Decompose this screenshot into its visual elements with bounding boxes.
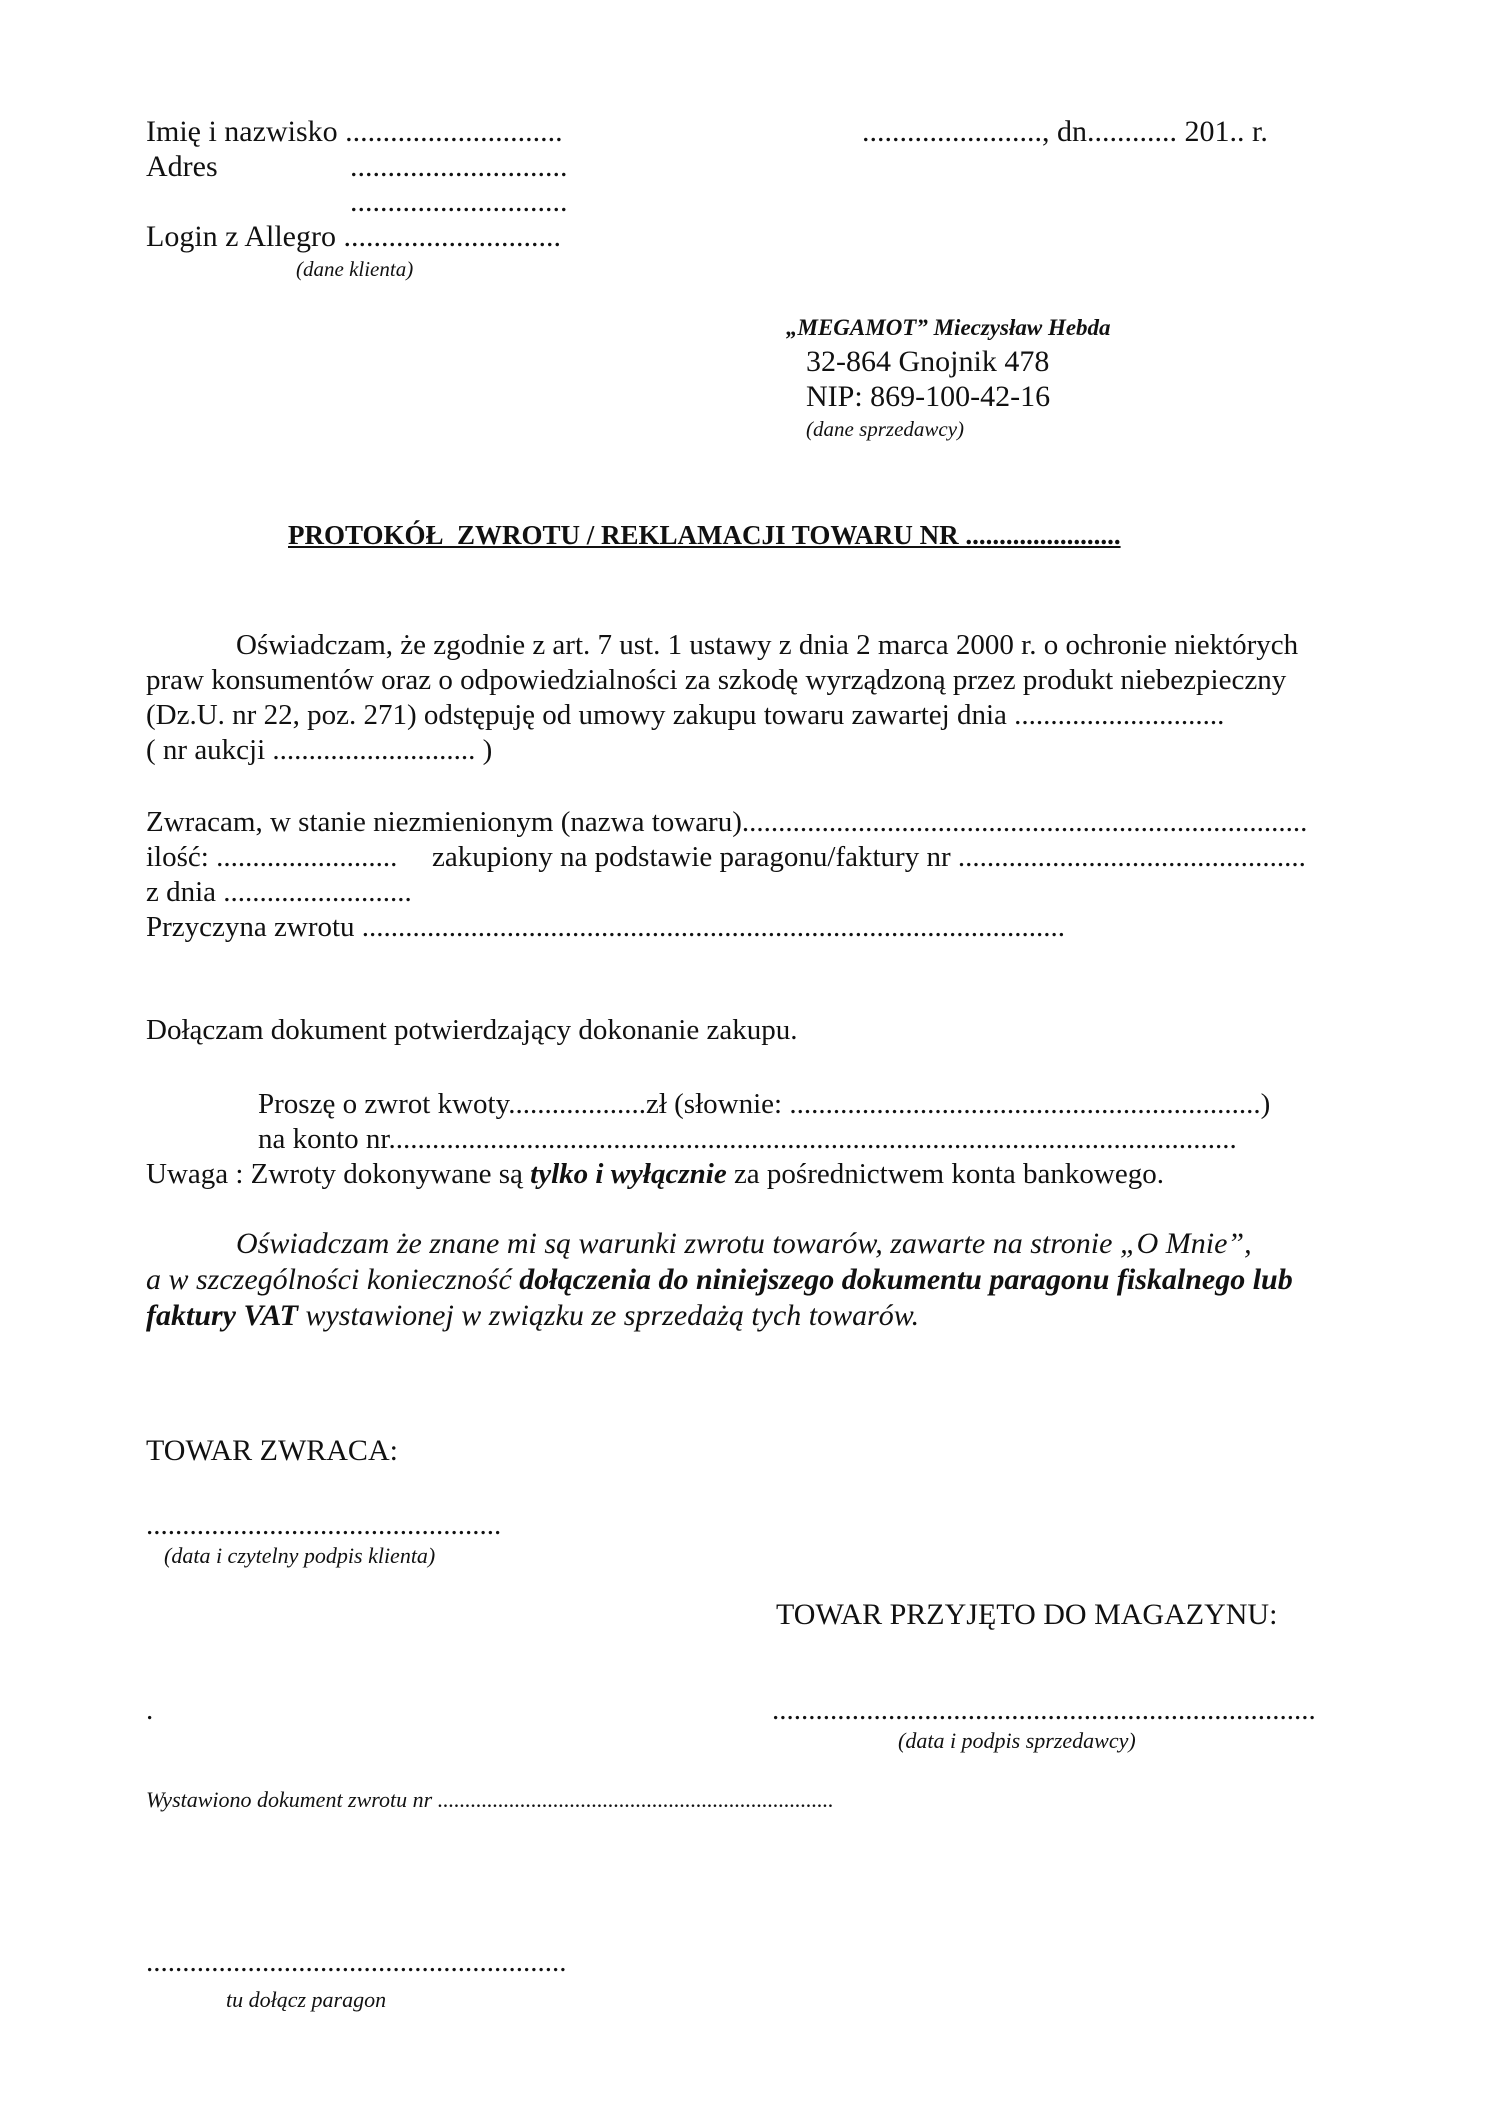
refund-note [146,1157,1164,1192]
warehouse-left-dot: . [146,1694,154,1726]
client-name-line: Imię i nazwisko ............................. [146,115,563,148]
client-login-line: Login z Allegro ............................. [146,220,561,253]
returned-item-line: Zwracam, w stanie niezmienionym (nazwa towaru).............................................................................. [146,806,1308,838]
seller-signature-caption: (data i podpis sprzedawcy) [898,1728,1136,1753]
attach-statement: Dołączam dokument potwierdzający dokonanie zakupu. [146,1014,798,1046]
declaration-line-1: Oświadczam, że zgodnie z art. 7 ust. 1 ustawy z dnia 2 marca 2000 r. o ochronie niektórych [236,629,1299,661]
seller-data-caption: (dane sprzedawcy) [806,417,965,441]
refund-note-emphasis: tylko i wyłącznie [530,1158,727,1190]
refund-amount-line: Proszę o zwrot kwoty...................zł (słownie: .................................................................) [258,1088,1271,1120]
declaration-line-2: praw konsumentów oraz o odpowiedzialności za szkodę wyrządzoną przez produkt niebezpieczny [146,664,1287,696]
seller-signature-dots: ........................................................................... [772,1694,1316,1726]
client-return-label: TOWAR ZWRACA: [146,1434,398,1467]
quantity-line: ilość: ......................... [146,841,398,873]
seller-name: „MEGAMOT” Mieczysław Hebda [786,315,1111,340]
return-reason-line: Przyczyna zwrotu ................................................................................................. [146,911,1066,943]
declaration-line-4: ( nr aukcji ............................ ) [146,734,493,766]
terms-statement-part-4: wystawionej w związku ze sprzedażą tych towarów. [297,1299,920,1332]
client-address-label: Adres [146,150,218,183]
client-signature-caption: (data i czytelny podpis klienta) [164,1543,436,1568]
receipt-attach-dots: .......................................................... [146,1946,567,1978]
seller-nip: NIP: 869-100-42-16 [806,380,1051,413]
declaration-line-3: (Dz.U. nr 22, poz. 271) odstępuję od umowy zakupu towaru zawartej dnia ............................. [146,699,1225,731]
refund-note-suffix: za pośrednictwem konta bankowego. [726,1158,1164,1190]
warehouse-label: TOWAR PRZYJĘTO DO MAGAZYNU: [776,1598,1278,1631]
seller-address: 32-864 Gnojnik 478 [806,345,1050,378]
receipt-attach-caption: tu dołącz paragon [226,1987,387,2012]
terms-statement-bold: dołączenia do niniejszego dokumentu paragonu fiskalnego lub faktury VAT [146,1263,1293,1332]
terms-statement-part-2: a w szczególności konieczność [146,1263,520,1296]
client-address-dots-1: ............................. [350,150,568,183]
client-data-caption: (dane klienta) [296,257,414,281]
purchase-date-line: z dnia .......................... [146,876,412,908]
client-address-dots-2: ............................. [350,185,568,218]
terms-statement-part-1: Oświadczam że znane mi są warunki zwrotu towarów, zawarte na stronie „O Mnie”, [236,1227,1252,1260]
refund-note-prefix: Uwaga : Zwroty dokonywane są [146,1158,531,1190]
receipt-number-line: zakupiony na podstawie paragonu/faktury nr ................................................ [432,841,1306,873]
client-signature-dots: ................................................. [146,1509,502,1541]
terms-statement [146,1226,1356,1334]
issued-return-document-line: Wystawiono dokument zwrotu nr ........................................................................ [146,1787,834,1812]
document-title: PROTOKÓŁ ZWROTU / REKLAMACJI TOWARU NR ....................... [288,520,1121,550]
place-date-line: ........................, dn............ 201.. r. [862,115,1268,148]
refund-account-line: na konto nr..................................................................................................................... [258,1123,1237,1155]
